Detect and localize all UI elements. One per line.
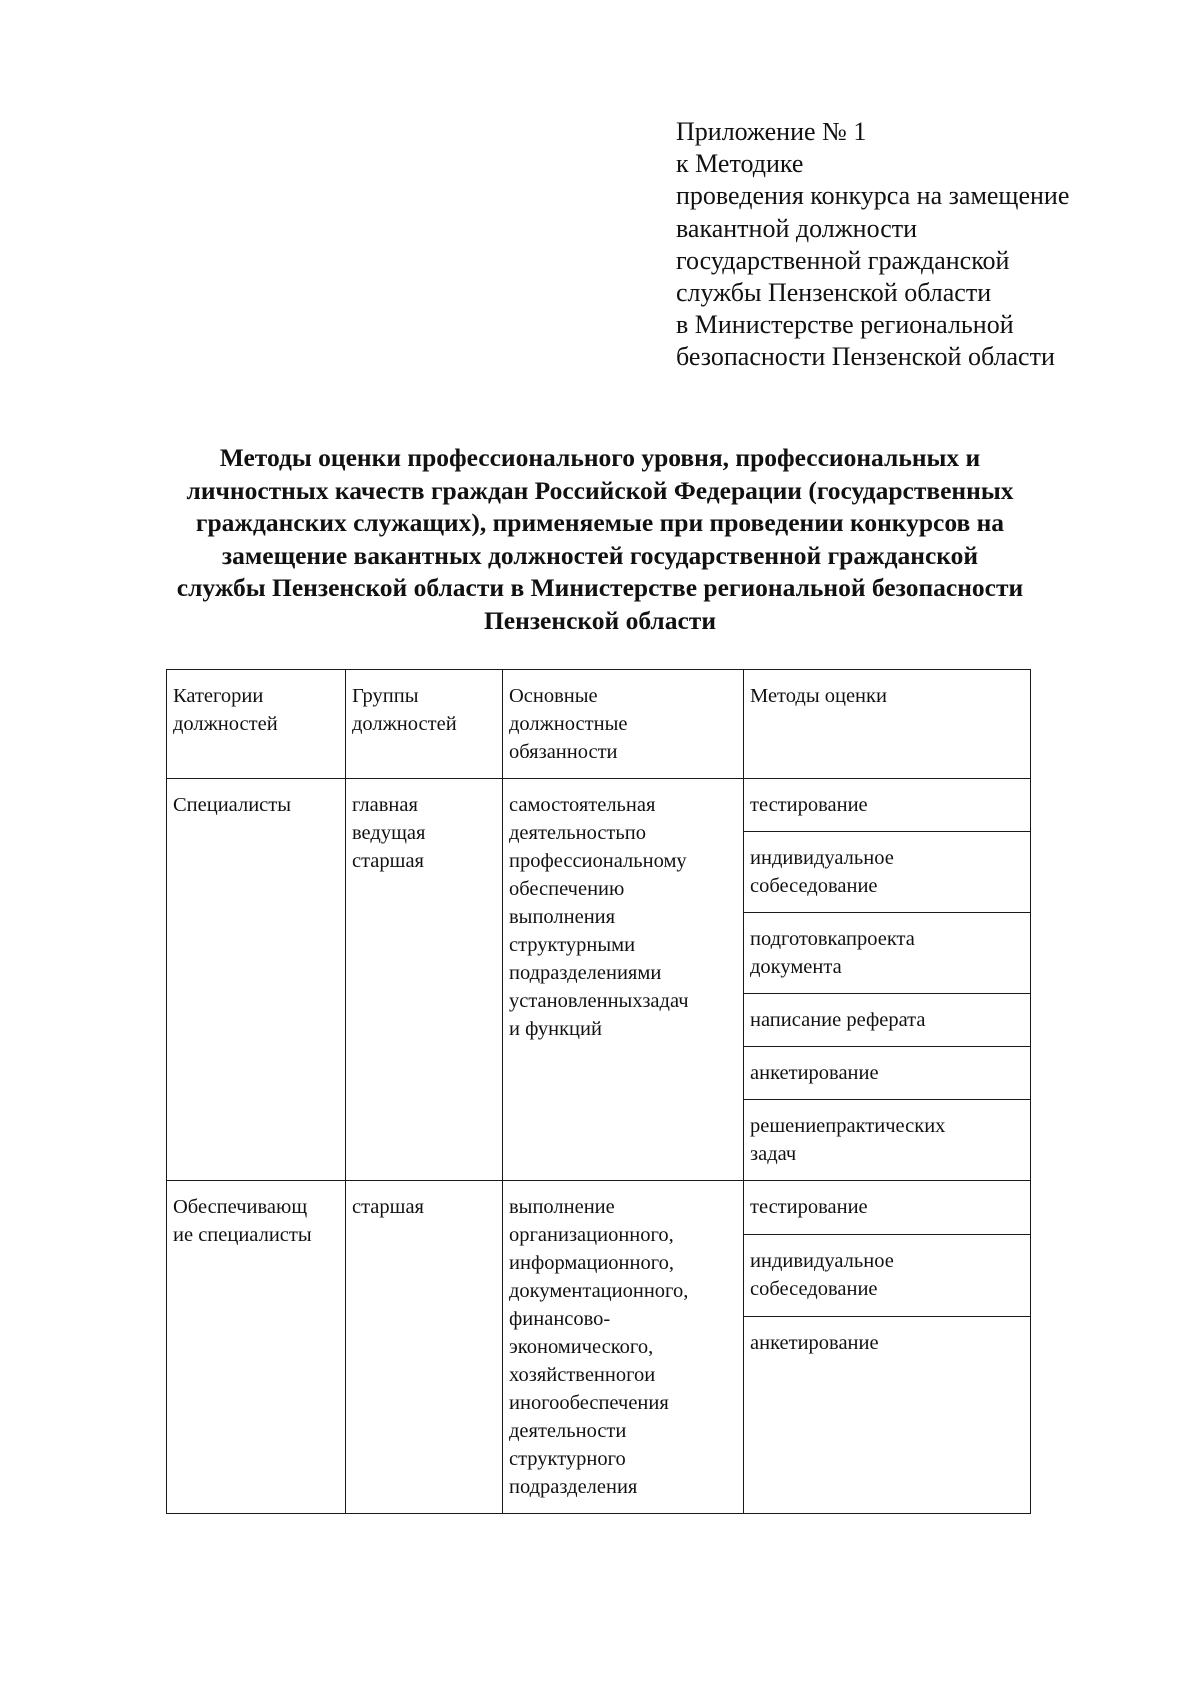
appendix-line: вакантной должности [676,213,918,243]
appendix-line: Приложение № 1 [676,117,867,146]
justified-word: задач [642,990,689,1012]
header-text: должностей [173,713,278,735]
group-text: старшая [352,1196,424,1218]
method-cell-empty [744,1369,1031,1513]
method-text: индивидуальное [750,1249,894,1272]
methods-table [166,669,1031,1514]
method-cell [744,1100,1031,1181]
duties-cell [503,779,744,1181]
duty-text: документационного, [509,1280,689,1302]
duty-text [509,987,737,1015]
method-text: анкетирование [750,1331,879,1354]
table-header-row [167,670,1031,779]
duty-text [509,1389,737,1417]
header-text: обязанности [509,741,618,763]
justified-word: хозяйственного [509,1364,645,1386]
duty-text: самостоятельная [509,794,656,816]
justified-word: проекта [846,928,915,950]
method-cell [744,913,1031,994]
duty-text: профессиональному [509,850,687,872]
header-text: Группы [352,685,419,707]
group-text: главная [352,794,418,816]
duty-text: выполнения [509,906,616,928]
table-row [167,1181,1031,1235]
method-text: написание реферата [750,1009,926,1031]
duty-text: информационного, [509,1252,675,1274]
justified-word: по [624,822,646,844]
method-text: индивидуальное [750,847,894,869]
header-text: должностей [352,713,457,735]
justified-word: обеспечения [559,1392,669,1414]
method-text: задач [750,1143,797,1165]
method-text: анкетирование [750,1062,879,1084]
title-line: личностных качеств граждан Российской Федерации (государственных [186,475,1014,505]
category-cell [167,779,346,1181]
header-text: Методы оценки [750,685,887,707]
method-cell [744,832,1031,913]
group-cell [346,1181,503,1514]
header-group [346,670,503,779]
duty-text: финансово- [509,1308,611,1330]
category-text: Обеспечивающ [173,1196,308,1218]
method-cell [744,1316,1031,1369]
duty-text: структурными [509,934,636,956]
duty-text: обеспечению [509,878,625,900]
title-line: замещение вакантных должностей государственной гражданской [221,540,979,570]
category-cell [167,1181,346,1514]
method-cell [744,1234,1031,1316]
duty-text: деятельности [509,1420,627,1442]
appendix-header [676,116,1156,374]
method-cell [744,779,1031,832]
justified-word: и [644,1364,656,1386]
header-text: должностные [509,713,628,735]
group-cell [346,779,503,1181]
appendix-line: службы Пензенской области [676,278,992,308]
duty-text: подразделения [509,1476,638,1498]
document-title [150,442,1050,637]
justified-word: иного [509,1392,560,1414]
method-text: собеседование [750,875,878,897]
justified-word: подготовка [750,928,847,950]
title-line: службы Пензенской области в Министерстве региональной безопасности [176,573,1024,602]
duty-text: и функций [509,1018,602,1040]
method-cell [744,1047,1031,1100]
method-text: документа [750,956,842,978]
justified-word: решение [750,1115,826,1137]
duties-cell [503,1181,744,1514]
appendix-line: в Министерстве региональной [676,310,1014,340]
method-cell [744,994,1031,1047]
duty-text: подразделениями [509,962,662,984]
method-cell [744,1181,1031,1235]
duty-text: структурного [509,1448,626,1470]
justified-word: установленных [509,990,643,1012]
category-text: Специалисты [173,794,291,816]
table-row [167,779,1031,832]
appendix-line: государственной гражданской [676,245,1010,275]
method-text [750,925,1024,953]
title-line: Методы оценки профессионального уровня, профессиональных и [219,443,981,472]
duty-text [509,1361,737,1389]
method-text: тестирование [750,1196,868,1218]
duty-text: экономического, [509,1336,654,1358]
header-methods [744,670,1031,779]
appendix-line: проведения конкурса на замещение [676,181,1070,211]
method-text: собеседование [750,1277,878,1300]
header-category [167,670,346,779]
justified-word: деятельность [509,822,625,844]
group-text: старшая [352,850,424,872]
header-text: Основные [509,685,598,707]
duty-text: организационного, [509,1224,674,1246]
header-duties [503,670,744,779]
duty-text: выполнение [509,1196,615,1218]
justified-word: практических [825,1115,946,1137]
duty-text [509,819,737,847]
header-text: Категории [173,685,264,707]
appendix-line: к Методике [676,149,804,179]
title-line: гражданских служащих), применяемые при проведении конкурсов на [195,508,1005,537]
appendix-line: безопасности Пензенской области [676,342,1055,372]
category-text: ие специалисты [173,1224,312,1246]
title-line: Пензенской области [483,605,717,635]
method-text [750,1112,1024,1140]
group-text: ведущая [352,822,426,844]
method-text: тестирование [750,794,868,816]
